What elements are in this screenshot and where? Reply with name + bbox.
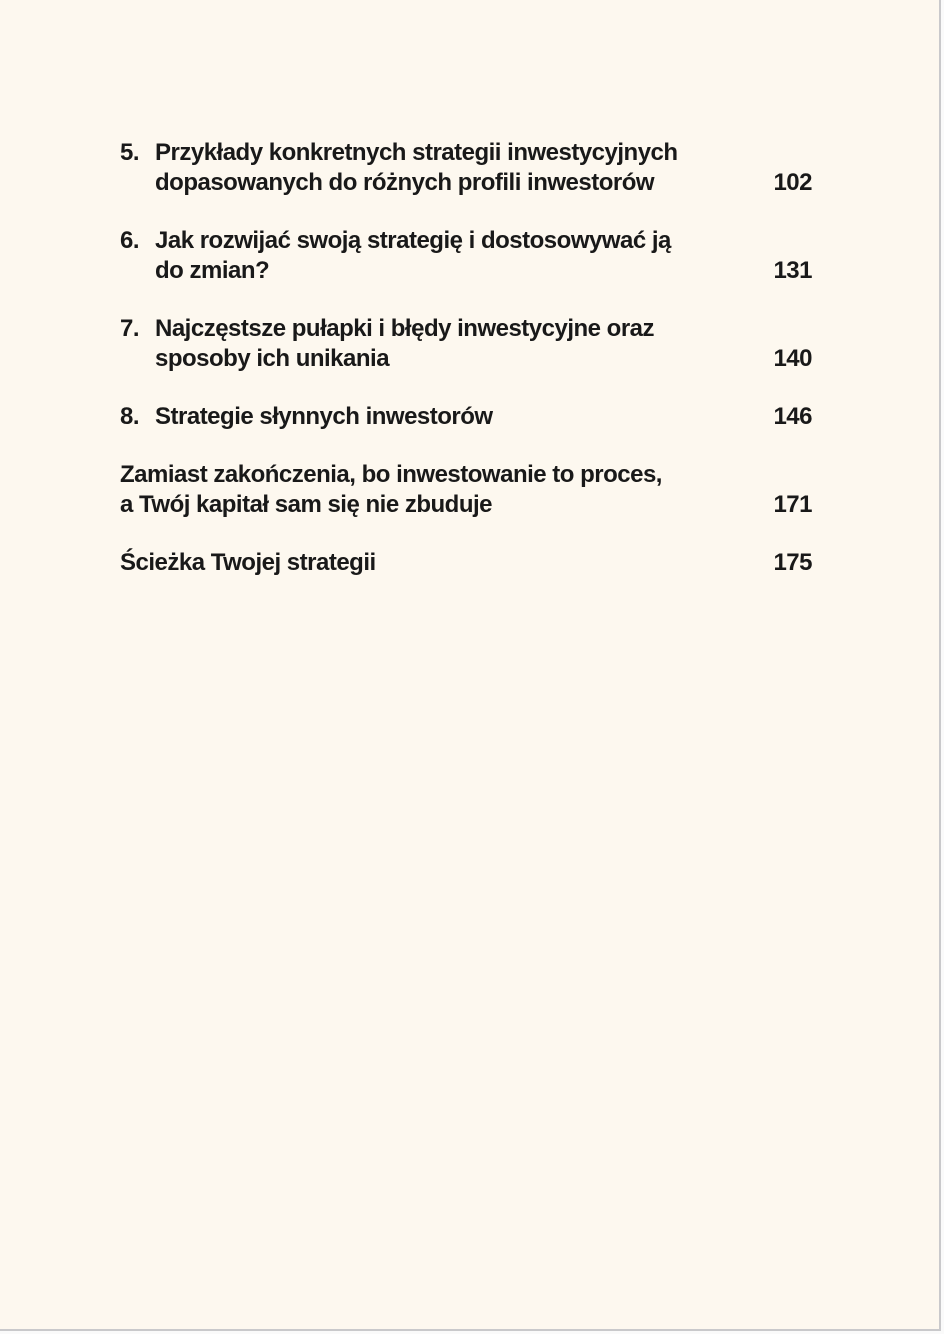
toc-entry[interactable]	[120, 138, 812, 198]
toc-list	[120, 138, 812, 578]
entry-title	[155, 402, 761, 432]
entry-page-number: 131	[773, 257, 812, 284]
entry-title	[155, 226, 761, 286]
entry-title-line: Ścieżka Twojej strategii	[120, 549, 376, 576]
entry-title-line: Zamiast zakończenia, bo inwestowanie to proces,	[120, 461, 662, 488]
entry-number: 5.	[120, 139, 140, 166]
entry-title-line: Przykłady konkretnych strategii inwestycyjnych	[155, 139, 678, 166]
entry-title	[155, 138, 761, 198]
toc-entry[interactable]	[120, 460, 812, 520]
table-of-contents	[120, 138, 812, 606]
entry-title-line: dopasowanych do różnych profili inwestorów	[155, 169, 655, 196]
toc-entry[interactable]	[120, 226, 812, 286]
toc-entry[interactable]	[120, 548, 812, 578]
entry-title-line: Jak rozwijać swoją strategię i dostosowywać ją	[155, 227, 671, 254]
entry-title-line: a Twój kapitał sam się nie zbuduje	[120, 491, 492, 518]
entry-title	[155, 314, 761, 374]
entry-number: 8.	[120, 403, 140, 430]
entry-title-line: Strategie słynnych inwestorów	[155, 403, 493, 430]
entry-title	[120, 460, 761, 520]
entry-number: 7.	[120, 315, 140, 342]
entry-page-number: 140	[773, 345, 812, 372]
entry-title	[120, 548, 761, 578]
toc-entry[interactable]	[120, 402, 812, 432]
entry-title-line: sposoby ich unikania	[155, 345, 390, 372]
entry-title-line: do zmian?	[155, 257, 270, 284]
entry-page-number: 171	[773, 491, 812, 518]
toc-entry[interactable]	[120, 314, 812, 374]
entry-title-line: Najczęstsze pułapki i błędy inwestycyjne oraz	[155, 315, 655, 342]
entry-page-number: 102	[773, 169, 812, 196]
entry-number: 6.	[120, 227, 140, 254]
entry-page-number: 175	[773, 549, 812, 576]
entry-page-number: 146	[773, 403, 812, 430]
